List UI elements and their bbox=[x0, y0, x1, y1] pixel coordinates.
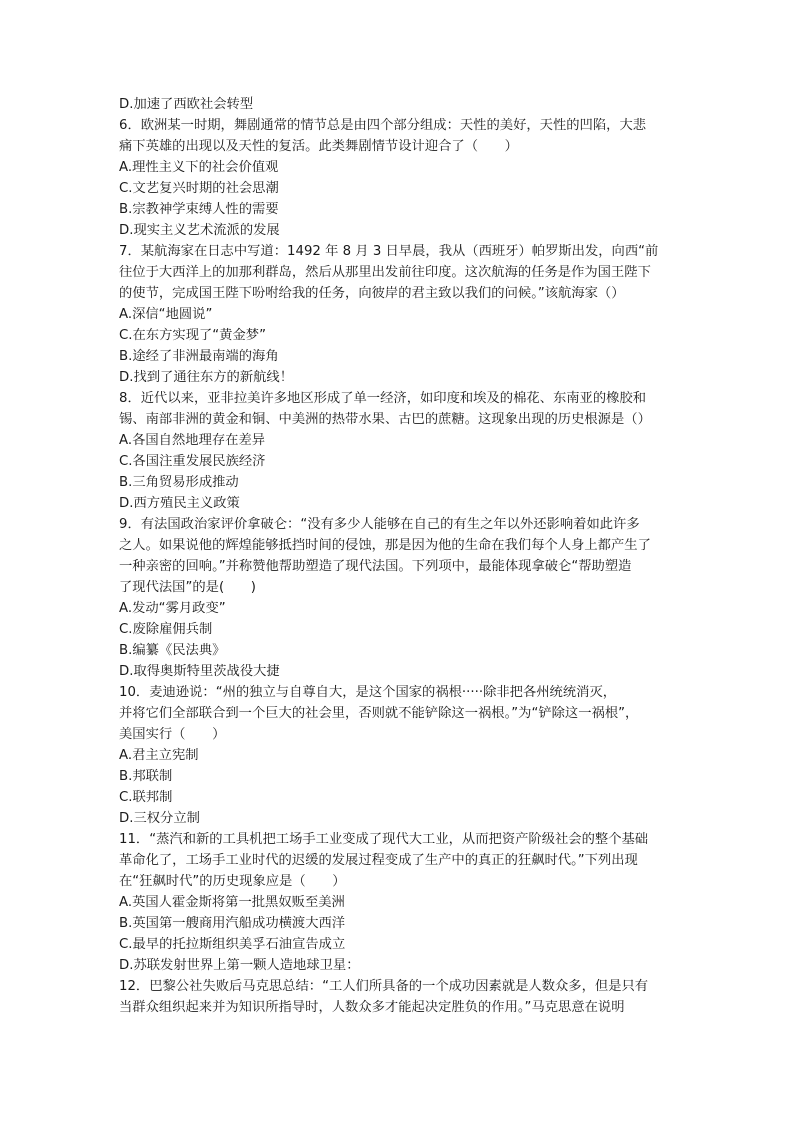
text-line: 7．某航海家在日志中写道：1492 年 8 月 3 日早晨，我从（西班牙）帕罗斯出发，向西“前 bbox=[119, 244, 659, 259]
document-body bbox=[119, 94, 689, 1018]
text-line: 当群众组织起来并为知识所指导时，人数众多才能起决定胜负的作用。”马克思意在说明 bbox=[119, 1000, 625, 1015]
text-line: B.宗教神学束缚人性的需要 bbox=[119, 202, 279, 217]
text-line: A.君主立宪制 bbox=[119, 748, 199, 763]
text-line: A.英国人霍金斯将第一批黑奴贩至美洲 bbox=[119, 895, 345, 910]
text-line: D.取得奥斯特里茨战役大捷 bbox=[119, 664, 280, 679]
text-line: B.英国第一艘商用汽船成功横渡大西洋 bbox=[119, 916, 346, 931]
text-line: 并将它们全部联合到一个巨大的社会里，否则就不能铲除这一祸根。”为“铲除这一祸根”， bbox=[119, 706, 639, 721]
text-line: A.理性主义下的社会价值观 bbox=[119, 160, 279, 175]
text-line: 的使节，完成国王陛下吩咐给我的任务，向彼岸的君主致以我们的问候。”该航海家（） bbox=[119, 286, 625, 301]
text-line: 12．巴黎公社失败后马克思总结：“工人们所具备的一个成功因素就是人数众多，但是只有 bbox=[119, 979, 649, 994]
text-line: 10．麦迪逊说：“州的独立与自尊自大，是这个国家的祸根·····除非把各州统统消灭， bbox=[119, 685, 617, 700]
text-line: 一种亲密的回响。”并称赞他帮助塑造了现代法国。下列项中，最能体现拿破仑“帮助塑造 bbox=[119, 559, 632, 574]
text-line: B.三角贸易形成推动 bbox=[119, 475, 239, 490]
text-line: A.各国自然地理存在差异 bbox=[119, 433, 266, 448]
text-line: C.在东方实现了“黄金梦” bbox=[119, 328, 266, 343]
text-line: 9．有法国政治家评价拿破仑：“没有多少人能够在自己的有生之年以外还影响着如此许多 bbox=[119, 517, 640, 532]
text-line: 美国实行（ ） bbox=[119, 727, 226, 742]
text-line: C.联邦制 bbox=[119, 790, 173, 805]
text-line: C.废除雇佣兵制 bbox=[119, 622, 213, 637]
text-line: D.三权分立制 bbox=[119, 811, 200, 826]
text-line: 痛下英雄的出现以及天性的复活。此类舞剧情节设计迎合了（ ） bbox=[119, 139, 518, 154]
text-line: A.深信“地圆说” bbox=[119, 307, 213, 322]
text-line: 6．欧洲某一时期，舞剧通常的情节总是由四个部分组成：天性的美好，天性的凹陷，大悲 bbox=[119, 118, 647, 133]
text-line: D.现实主义艺术流派的发展 bbox=[119, 223, 280, 238]
text-line: A.发动“雾月政变” bbox=[119, 601, 226, 616]
text-line: C.各国注重发展民族经济 bbox=[119, 454, 266, 469]
text-line: 革命化了，工场手工业时代的迟缓的发展过程变成了生产中的真正的狂飙时代。”下列出现 bbox=[119, 853, 638, 868]
text-line: B.途经了非洲最南端的海角 bbox=[119, 349, 279, 364]
text-line: D.苏联发射世界上第一颗人造地球卫星： bbox=[119, 958, 360, 973]
text-line: D.加速了西欧社会转型 bbox=[119, 97, 254, 112]
text-line: 往位于大西洋上的加那利群岛，然后从那里出发前往印度。这次航海的任务是作为国王陛下 bbox=[119, 265, 651, 280]
text-line: C.最早的托拉斯组织美孚石油宣告成立 bbox=[119, 937, 346, 952]
text-line: B.编纂《民法典》 bbox=[119, 643, 226, 658]
text-line: 了现代法国”的是( ) bbox=[119, 580, 256, 595]
text-line: 在“狂飙时代”的历史现象应是（ ） bbox=[119, 874, 346, 889]
text-line: 11．“蒸汽和新的工具机把工场手工业变成了现代大工业，从而把资产阶级社会的整个基础 bbox=[119, 832, 649, 847]
text-line: D.找到了通往东方的新航线！ bbox=[119, 370, 294, 385]
text-line: 锡、南部非洲的黄金和铜、中美洲的热带水果、古巴的蔗糖。这现象出现的历史根源是（） bbox=[119, 412, 651, 427]
text-line: C.文艺复兴时期的社会思潮 bbox=[119, 181, 279, 196]
text-line: D.西方殖民主义政策 bbox=[119, 496, 240, 511]
text-line: B.邦联制 bbox=[119, 769, 173, 784]
text-line: 8．近代以来，亚非拉美许多地区形成了单一经济，如印度和埃及的棉花、东南亚的橡胶和 bbox=[119, 391, 647, 406]
text-line: 之人。如果说他的辉煌能够抵挡时间的侵蚀，那是因为他的生命在我们每个人身上都产生了 bbox=[119, 538, 651, 553]
